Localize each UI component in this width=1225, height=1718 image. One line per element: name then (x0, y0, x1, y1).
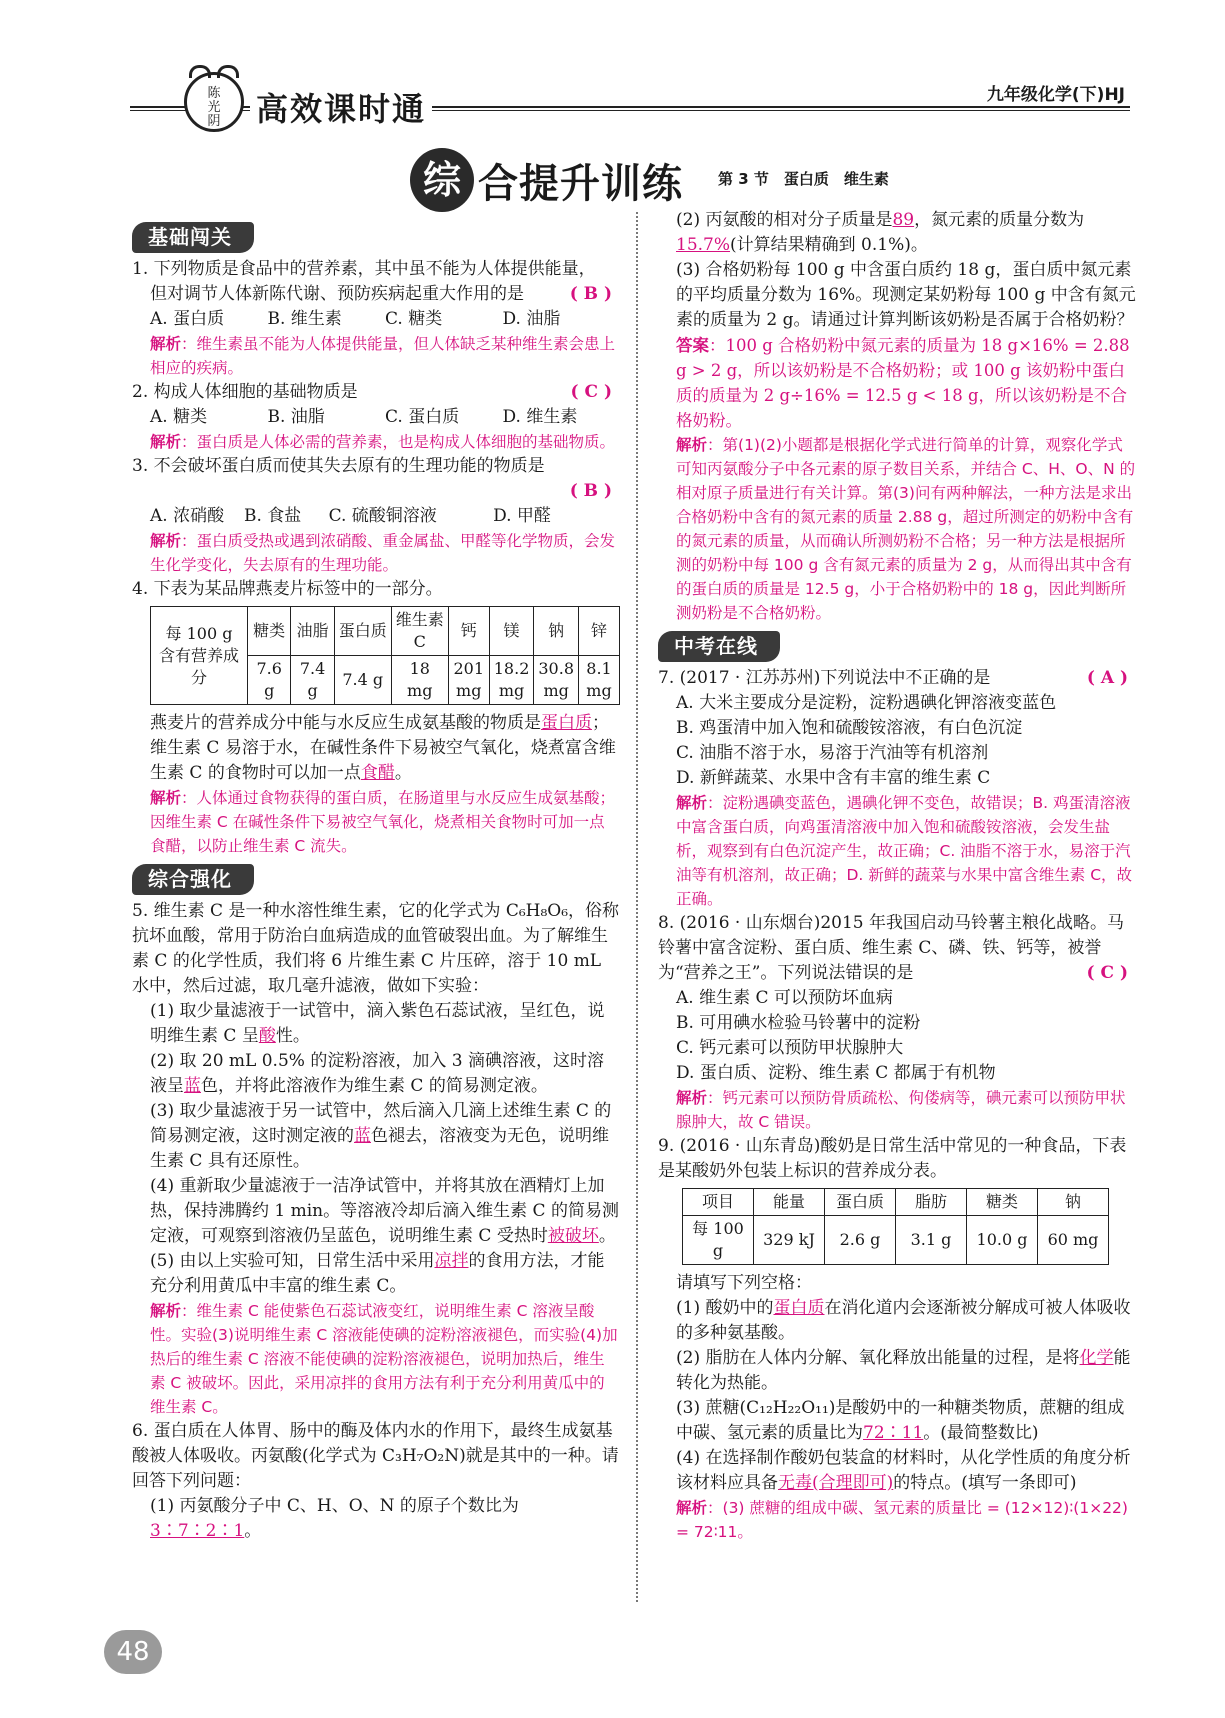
text: (计算结果精确到 0.1%)。 (730, 235, 928, 255)
q3-answer: ( B ) (569, 481, 612, 501)
expl-label: 解析 (676, 436, 708, 454)
alarm-clock-icon (184, 72, 244, 132)
question-1 (132, 257, 620, 380)
expl-label: 解析 (150, 789, 182, 807)
page-number: 48 (104, 1630, 162, 1674)
right-column (658, 208, 1136, 1544)
text: (4) 在选择制作酸奶包装盒的材料时，从化学性质的角度分析该材料应具备 (676, 1448, 1131, 1493)
expl-label: 解析 (676, 1499, 708, 1517)
table-header: 项目 (683, 1189, 754, 1216)
text: 。 (244, 1521, 262, 1541)
expl-text: ：淀粉遇碘变蓝色，遇碘化钾不变色，故错误；B. 鸡蛋清溶液中富含蛋白质，向鸡蛋清溶液中加入饱和硫酸铵溶液，会发生盐析，观察到有白色沉淀产生，故正确；C. 油脂不溶于水，易溶于汽油等有机溶剂，故正确；D. 新鲜的蔬菜与水果中富含维生素 C，故正确。 (676, 794, 1133, 908)
q2-answer: ( C ) (570, 382, 612, 402)
option: D. 蛋白质、淀粉、维生素 C 都属于有机物 (676, 1063, 996, 1083)
text: 。 (394, 763, 412, 783)
expl-label: 解析 (676, 1089, 708, 1107)
expl-text: ：人体通过食物获得的蛋白质，在肠道里与水反应生成氨基酸；因维生素 C 在碱性条件下易被空气氧化，烧煮相关食物时可加一点食醋，以防止维生素 C 流失。 (150, 789, 616, 855)
q8-stem (658, 911, 1136, 986)
grade-label: 九年级化学(下)HJ (981, 80, 1125, 105)
q1-stem-2 (132, 282, 620, 307)
option: B. 可用碘水检验马铃薯中的淀粉 (676, 1013, 921, 1033)
q4-stem: 4. 下表为某品牌燕麦片标签中的一部分。 (132, 579, 443, 599)
question-9 (658, 1134, 1136, 1544)
table-header: 钙 (448, 607, 489, 656)
q1-answer: ( B ) (569, 284, 612, 304)
option: B. 鸡蛋清中加入饱和硫酸铵溶液，有白色沉淀 (676, 718, 1023, 738)
section-badge-advanced: 综合强化 (132, 864, 254, 895)
expl-text: ：蛋白质受热或遇到浓硝酸、重金属盐、甲醛等化学物质，会发生化学变化，失去原有的生理功能。 (150, 532, 616, 574)
question-6-continued (658, 208, 1136, 625)
q4-blank-2: 食醋 (360, 763, 395, 783)
q6-intro: 6. 蛋白质在人体胃、肠中的酶及体内水的作用下，最终生成氨基酸被人体吸收。丙氨酸(化学式为 C₃H₇O₂N)就是其中的一种。请回答下列问题： (132, 1421, 619, 1491)
q2-explanation (132, 430, 620, 454)
q5-blank-5: 凉拌 (434, 1251, 469, 1271)
q7-stem (658, 666, 1136, 691)
q4-blank-1: 蛋白质 (541, 713, 592, 733)
expl-text: ：维生素 C 能使紫色石蕊试液变红，说明维生素 C 溶液呈酸性。实验(3)说明维生素 C 溶液能使碘的淀粉溶液褪色，而实验(4)加热后的维生素 C 溶液不能使碘的淀粉溶液褪色，说明加热后，维生素 C 被破坏。因此，采用凉拌的食用方法有利于充分利用黄瓜中的维生素 C。 (150, 1302, 618, 1416)
table-header: 维生素 C (391, 607, 448, 656)
option: D. 油脂 (502, 309, 561, 329)
expl-text: ：第(1)(2)小题都是根据化学式进行简单的计算，观察化学式可知丙氨酸分子中各元素的原子数目关系，并结合 C、H、O、N 的相对原子质量进行有关计算。第(3)问有两种解法，一种方法是求出合格奶粉中含有的氮元素的质量 2.88 g，超过所测定的奶粉中含有的氮元素的质量，从而确认所测奶粉不合格；另一种方法是根据所测的奶粉中每 100 g 含有氮元素的质量为 2 g，从而得出其中含有的蛋白质的质量是 12.5 g，小于合格奶粉中的 18 g，因此判断所测奶粉是不合格奶粉。 (676, 436, 1136, 622)
q4-fill-text (132, 711, 620, 786)
option: A. 蛋白质 (150, 309, 225, 329)
q5-blank-2: 蓝 (184, 1076, 201, 1096)
text: (2) 丙氨酸的相对分子质量是 (676, 210, 893, 230)
q9-part-1 (658, 1296, 1136, 1346)
q9-prompt: 请填写下列空格： (676, 1273, 812, 1293)
text: 。 (598, 1226, 616, 1246)
option: B. 油脂 (267, 407, 325, 427)
q6-part-3: (3) 合格奶粉每 100 g 中含蛋白质约 18 g，蛋白质中氮元素的平均质量分数为 16%。现测定某奶粉每 100 g 中含有氮元素的质量为 2 g。请通过计算判断该奶粉是否属于合格奶粉？ (676, 260, 1136, 330)
option: C. 油脂不溶于水，易溶于汽油等有机溶剂 (676, 743, 989, 763)
q9-part-4 (658, 1446, 1136, 1496)
q9-explanation (658, 1496, 1136, 1544)
q5-part-2 (132, 1049, 620, 1099)
option: D. 新鲜蔬菜、水果中含有丰富的维生素 C (676, 768, 991, 788)
question-2 (132, 380, 620, 454)
q2-stem-text: 2. 构成人体细胞的基础物质是 (132, 382, 358, 402)
expl-label: 解析 (150, 335, 182, 353)
expl-label: 解析 (150, 433, 182, 451)
left-column (132, 216, 620, 1544)
expl-label: 解析 (150, 532, 182, 550)
q3-options (132, 504, 620, 529)
expl-label: 解析 (676, 794, 708, 812)
expl-text: ：(3) 蔗糖的组成中碳、氢元素的质量比 = (12×12)∶(1×22) = 72∶11。 (676, 1499, 1128, 1541)
expl-text: ：蛋白质是人体必需的营养素，也是构成人体细胞的基础物质。 (181, 433, 616, 451)
text: (3) 取少量滤液于另一试管中，然后滴入几滴上述维生素 C 的简易测定液，这时测定液的 (150, 1101, 612, 1146)
table-row-label: 每 100 g 含有营养成分 (151, 607, 248, 705)
q6-blank-2: 89 (892, 210, 915, 230)
q6-part-2 (658, 208, 1136, 258)
table-header: 糖类 (967, 1189, 1038, 1216)
q5-blank-4: 被破坏 (547, 1226, 599, 1246)
question-4 (132, 577, 620, 858)
table-row (151, 607, 620, 656)
q4-nutrition-table (150, 606, 620, 705)
option: D. 维生素 (502, 407, 578, 427)
table-cell: 2.6 g (825, 1216, 896, 1265)
table-cell: 18 mg (391, 656, 448, 705)
table-cell: 7.4 g (291, 656, 334, 705)
table-cell: 7.6 g (248, 656, 291, 705)
q9-part-3 (658, 1396, 1136, 1446)
q9-nutrition-table (682, 1188, 1109, 1265)
q9-blank-4: 无毒(合理即可) (778, 1473, 894, 1493)
table-header: 锌 (579, 607, 620, 656)
text: 能转化为热能。 (676, 1348, 1131, 1393)
q5-part-5 (132, 1249, 620, 1299)
q2-options (132, 405, 620, 430)
q6-blank-3: 15.7% (676, 235, 731, 255)
option: C. 硫酸铜溶液 (328, 506, 437, 526)
option: B. 维生素 (267, 309, 342, 329)
table-cell: 329 kJ (754, 1216, 825, 1265)
page-title: 合提升训练 (478, 161, 683, 207)
text: (4) 重新取少量滤液于一洁净试管中，并将其放在酒精灯上加热，保持沸腾约 1 min。等溶液冷却后滴入维生素 C 的简易测定液，可观察到溶液仍呈蓝色，说明维生素 C 受热时 (150, 1176, 619, 1246)
table-header: 蛋白质 (825, 1189, 896, 1216)
text: 色褪去，溶液变为无色，说明维生素 C 具有还原性。 (150, 1126, 609, 1171)
table-cell: 201 mg (448, 656, 489, 705)
q5-part-3 (132, 1099, 620, 1174)
q5-part-1 (132, 999, 620, 1049)
table-header: 镁 (489, 607, 534, 656)
q9-blank-2: 化学 (1079, 1348, 1114, 1368)
text: ；维生素 C 易溶于水，在碱性条件下易被空气氧化，烧煮富含维生素 C 的食物时可以加一点 (150, 713, 616, 783)
option: C. 钙元素可以预防甲状腺肿大 (676, 1038, 904, 1058)
table-cell: 7.4 g (334, 656, 391, 705)
q5-blank-1: 酸 (258, 1026, 276, 1046)
answer-text: ：100 g 合格奶粉中氮元素的质量为 18 g×16% = 2.88 g > 2 g，所以该奶粉是不合格奶粉；或 100 g 该奶粉中蛋白质的质量为 2 g÷16% = 12.5 g < 18 g，所以该奶粉是不合格奶粉。 (676, 336, 1130, 430)
table-header: 蛋白质 (334, 607, 391, 656)
table-header: 油脂 (291, 607, 334, 656)
option: A. 维生素 C 可以预防坏血病 (676, 988, 893, 1008)
table-cell: 8.1 mg (579, 656, 620, 705)
question-5 (132, 899, 620, 1419)
table-header: 脂肪 (896, 1189, 967, 1216)
option: A. 大米主要成分是淀粉，淀粉遇碘化钾溶液变蓝色 (676, 693, 1057, 713)
q2-stem (132, 380, 620, 405)
q5-intro: 5. 维生素 C 是一种水溶性维生素，它的化学式为 C₆H₈O₆，俗称抗坏血酸，常用于防治白血病造成的血管破裂出血。为了解维生素 C 的化学性质，我们将 6 片维生素 C 片压碎，溶于 10 mL 水中，然后过滤，取几毫升滤液，做如下实验： (132, 901, 620, 996)
text: 的特点。(填写一条即可) (893, 1473, 1077, 1493)
text: (2) 取 20 mL 0.5% 的淀粉溶液，加入 3 滴碘溶液，这时溶液呈 (150, 1051, 604, 1096)
expl-text: ：钙元素可以预防骨质疏松、佝偻病等，碘元素可以预防甲状腺肿大，故 C 错误。 (676, 1089, 1126, 1131)
q3-stem: 3. 不会破坏蛋白质而使其失去原有的生理功能的物质是 (132, 456, 545, 476)
table-cell: 18.2 mg (489, 656, 534, 705)
q6-blank-1: 3∶7∶2∶1 (150, 1521, 245, 1541)
text: 的食用方法，才能充分利用黄瓜中丰富的维生素 C。 (150, 1251, 605, 1296)
q3-explanation (132, 529, 620, 577)
table-row (683, 1216, 1109, 1265)
section-subtitle: 第 3 节 蛋白质 维生素 (718, 170, 889, 188)
option: D. 甲醛 (493, 506, 551, 526)
section-badge-exam: 中考在线 (658, 631, 780, 662)
text: (1) 取少量滤液于一试管中，滴入紫色石蕊试液，呈红色，说明维生素 C 呈 (150, 1001, 605, 1046)
series-logo: 高效课时通 (250, 84, 432, 130)
question-8 (658, 911, 1136, 1134)
option: B. 食盐 (244, 506, 302, 526)
q9-blank-3: 72∶11 (863, 1423, 924, 1443)
text: ，氮元素的质量分数为 (914, 210, 1085, 230)
q5-blank-3: 蓝 (354, 1126, 371, 1146)
clock-face-text: 陈 光 阴 (207, 86, 221, 129)
title-circle-char: 综 (410, 148, 474, 212)
option: C. 蛋白质 (385, 407, 460, 427)
text: (2) 脂肪在人体内分解、氧化释放出能量的过程，是将 (676, 1348, 1080, 1368)
q6-answer (658, 333, 1136, 433)
q1-options (132, 307, 620, 332)
expl-label: 解析 (150, 1302, 182, 1320)
q5-explanation (132, 1299, 620, 1419)
question-6 (132, 1419, 620, 1544)
q9-stem: 9. (2016 · 山东青岛)酸奶是日常生活中常见的一种食品，下表是某酸奶外包装上标识的营养成分表。 (658, 1136, 1127, 1181)
table-cell: 60 mg (1038, 1216, 1109, 1265)
text: (5) 由以上实验可知，日常生活中采用 (150, 1251, 435, 1271)
q1-explanation (132, 332, 620, 380)
option: A. 糖类 (150, 407, 208, 427)
table-header: 钠 (534, 607, 579, 656)
text: 燕麦片的营养成分中能与水反应生成氨基酸的物质是 (150, 713, 541, 733)
answer-label: 答案 (676, 336, 709, 355)
text: 在消化道内会逐渐被分解成可被人体吸收的多种氨基酸。 (676, 1298, 1131, 1343)
q5-part-4 (132, 1174, 620, 1249)
text: (1) 酸奶中的 (676, 1298, 774, 1318)
option: C. 糖类 (385, 309, 443, 329)
table-header: 钠 (1038, 1189, 1109, 1216)
section-badge-basic: 基础闯关 (132, 222, 254, 253)
text: 色，并将此溶液作为维生素 C 的简易测定液。 (201, 1076, 548, 1096)
question-3 (132, 454, 620, 577)
table-cell: 3.1 g (896, 1216, 967, 1265)
q7-stem-text: 7. (2017 · 江苏苏州)下列说法中不正确的是 (658, 668, 991, 688)
table-row (683, 1189, 1109, 1216)
question-7 (658, 666, 1136, 911)
q9-part-2 (658, 1346, 1136, 1396)
q8-stem-text: 8. (2016 · 山东烟台)2015 年我国启动马铃薯主粮化战略。马铃薯中富含淀粉、蛋白质、维生素 C、磷、铁、钙等，被誉为“营养之王”。下列说法错误的是 (658, 913, 1125, 983)
table-cell: 每 100 g (683, 1216, 754, 1265)
table-cell: 10.0 g (967, 1216, 1038, 1265)
text: (1) 丙氨酸分子中 C、H、O、N 的原子个数比为 (150, 1496, 519, 1516)
q9-blank-1: 蛋白质 (773, 1298, 825, 1318)
q3-answer-line (132, 479, 620, 504)
table-header: 糖类 (248, 607, 291, 656)
q8-explanation (658, 1086, 1136, 1134)
table-cell: 30.8 mg (534, 656, 579, 705)
option: A. 浓硝酸 (150, 506, 225, 526)
q7-answer: ( A ) (1086, 668, 1128, 688)
text: 。(最简整数比) (923, 1423, 1039, 1443)
q8-answer: ( C ) (1086, 963, 1128, 983)
table-header: 能量 (754, 1189, 825, 1216)
text: (3) 蔗糖(C₁₂H₂₂O₁₁)是酸奶中的一种糖类物质，蔗糖的组成中碳、氢元素的质量比为 (676, 1398, 1125, 1443)
q6-explanation (658, 433, 1136, 625)
q1-stem-1: 1. 下列物质是食品中的营养素，其中虽不能为人体提供能量， (132, 259, 596, 279)
expl-text: ：维生素虽不能为人体提供能量，但人体缺乏某种维生素会患上相应的疾病。 (150, 335, 616, 377)
column-divider (636, 212, 638, 1602)
q6-part-1 (132, 1494, 620, 1544)
q4-explanation (132, 786, 620, 858)
q7-explanation (658, 791, 1136, 911)
text: 性。 (275, 1026, 310, 1046)
q1-stem-text: 但对调节人体新陈代谢、预防疾病起重大作用的是 (150, 284, 524, 304)
